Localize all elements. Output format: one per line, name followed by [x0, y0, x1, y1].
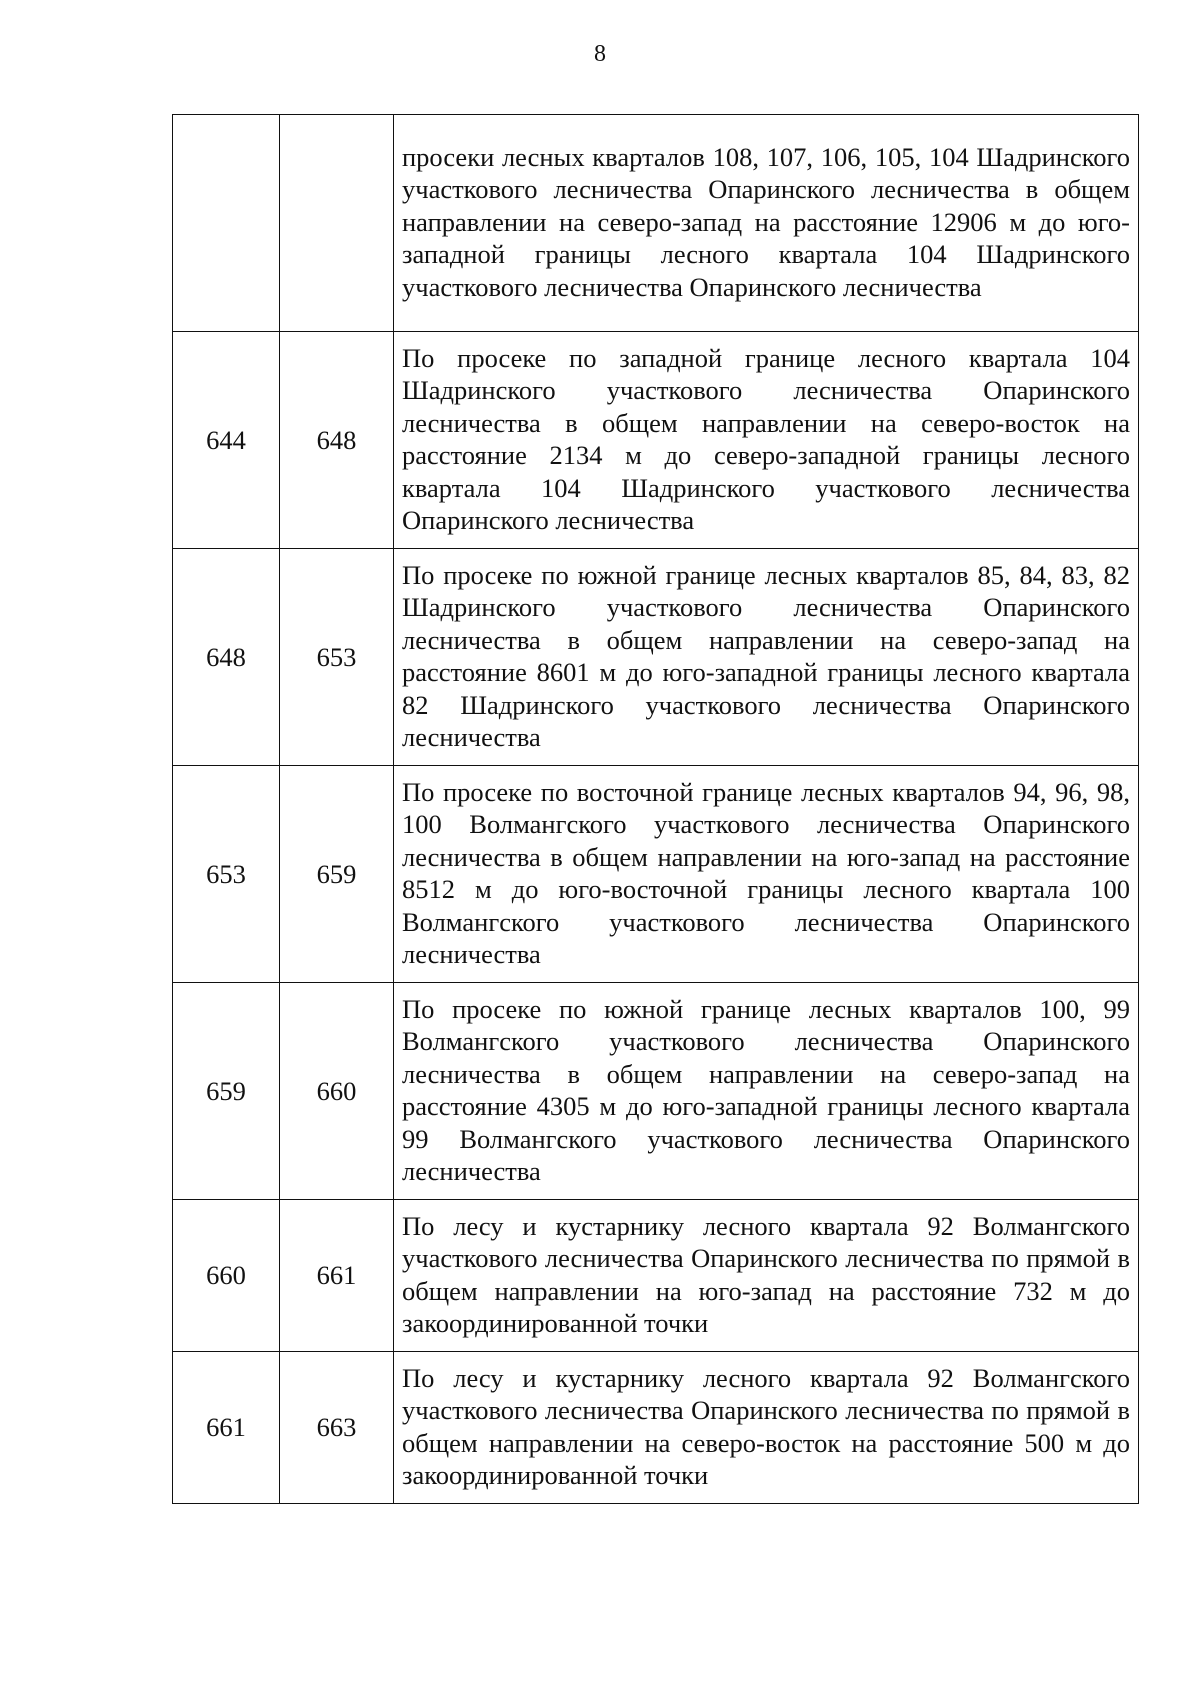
from-point-cell: 653 — [173, 766, 280, 983]
page-number: 8 — [594, 41, 606, 67]
description-cell: По просеке по южной границе лесных кварталов 85, 84, 83, 82 Шадринского участкового лесничества Опаринского лесничества в общем направлении на северо-запад на расстояние 8601 м до юго-западной границы лесного квартала 82 Шадринского участкового лесничества Опаринского лесничества — [394, 549, 1139, 766]
from-point-cell: 644 — [173, 332, 280, 549]
to-point-cell: 663 — [280, 1352, 394, 1504]
to-point-cell: 653 — [280, 549, 394, 766]
table-row — [173, 983, 1139, 1200]
table-row — [173, 1200, 1139, 1352]
from-point-cell: 648 — [173, 549, 280, 766]
from-point-cell: 661 — [173, 1352, 280, 1504]
description-cell: По лесу и кустарнику лесного квартала 92 Волмангского участкового лесничества Опаринского лесничества по прямой в общем направлении на северо-восток на расстояние 500 м до закоординированной точки — [394, 1352, 1139, 1504]
from-point-cell: 660 — [173, 1200, 280, 1352]
description-cell: По просеке по восточной границе лесных кварталов 94, 96, 98, 100 Волмангского участкового лесничества Опаринского лесничества в общем направлении на юго-запад на расстояние 8512 м до юго-восточной границы лесного квартала 100 Волмангского участкового лесничества Опаринского лесничества — [394, 766, 1139, 983]
boundary-description-table — [172, 114, 1139, 1504]
to-point-cell: 660 — [280, 983, 394, 1200]
description-cell: По просеке по южной границе лесных кварталов 100, 99 Волмангского участкового лесничества Опаринского лесничества в общем направлении на северо-запад на расстояние 4305 м до юго-западной границы лесного квартала 99 Волмангского участкового лесничества Опаринского лесничества — [394, 983, 1139, 1200]
from-point-cell: 659 — [173, 983, 280, 1200]
table-row — [173, 115, 1139, 332]
description-cell: просеки лесных кварталов 108, 107, 106, 105, 104 Шадринского участкового лесничества Опаринского лесничества в общем направлении на северо-запад на расстояние 12906 м до юго-западной границы лесного квартала 104 Шадринского участкового лесничества Опаринского лесничества — [394, 115, 1139, 332]
to-point-cell — [280, 115, 394, 332]
description-cell: По лесу и кустарнику лесного квартала 92 Волмангского участкового лесничества Опаринского лесничества по прямой в общем направлении на юго-запад на расстояние 732 м до закоординированной точки — [394, 1200, 1139, 1352]
to-point-cell: 648 — [280, 332, 394, 549]
to-point-cell: 659 — [280, 766, 394, 983]
table-row — [173, 332, 1139, 549]
description-cell: По просеке по западной границе лесного квартала 104 Шадринского участкового лесничества Опаринского лесничества в общем направлении на северо-восток на расстояние 2134 м до северо-западной границы лесного квартала 104 Шадринского участкового лесничества Опаринского лесничества — [394, 332, 1139, 549]
table-row — [173, 766, 1139, 983]
from-point-cell — [173, 115, 280, 332]
to-point-cell: 661 — [280, 1200, 394, 1352]
table-row — [173, 549, 1139, 766]
table-row — [173, 1352, 1139, 1504]
